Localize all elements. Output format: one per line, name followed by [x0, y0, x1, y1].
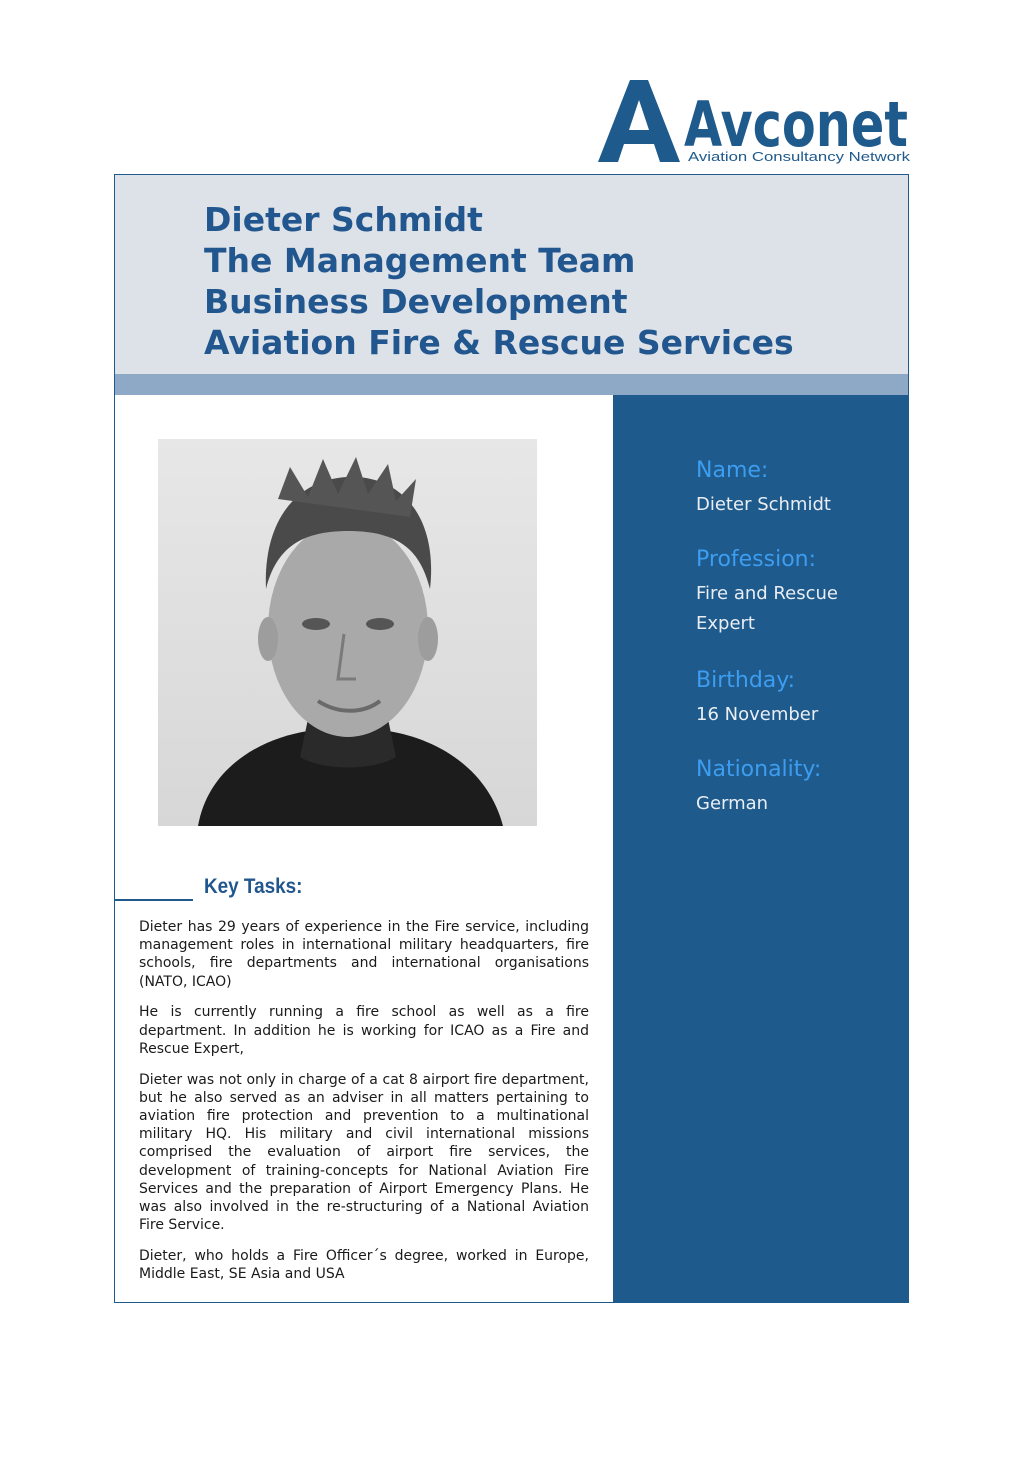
- profile-photo: [158, 439, 537, 826]
- profile-sidebar: [613, 395, 908, 1303]
- key-tasks-rule: [115, 899, 193, 901]
- logo-wordmark: Avconet: [684, 88, 908, 161]
- title-team: The Management Team: [204, 241, 636, 280]
- key-tasks-body: [139, 918, 589, 1296]
- nationality-value: German: [696, 793, 769, 814]
- birthday-value: 16 November: [696, 704, 819, 725]
- name-label: Name:: [696, 458, 769, 483]
- profession-value-line1: Fire and Rescue: [696, 583, 838, 604]
- logo-tagline: Aviation Consultancy Network: [688, 149, 911, 164]
- name-value: Dieter Schmidt: [696, 494, 831, 515]
- title-name: Dieter Schmidt: [204, 200, 483, 239]
- paragraph-career: Dieter was not only in charge of a cat 8 airport fire department, but he also served as an adviser in all matters pertaining to aviation fire protection and prevention to a multinational military HQ. His military and civil international missions comprised the evaluation of airport fire services, the development of training-concepts for National Aviation Fire Services and the preparation of Airport Emergency Plans. He was also involved in the re-structuring of a National Aviation Fire Service.: [139, 1071, 589, 1234]
- avconet-logo: [596, 76, 912, 166]
- profession-value-line2: Expert: [696, 613, 755, 634]
- nationality-label: Nationality:: [696, 757, 822, 782]
- profile-card: [114, 174, 909, 1303]
- birthday-label: Birthday:: [696, 668, 796, 693]
- title-department: Business Development: [204, 282, 628, 321]
- title-service: Aviation Fire & Rescue Services: [204, 323, 794, 362]
- paragraph-current-role: He is currently running a fire school as well as a fire department. In addition he is working for ICAO as a Fire and Rescue Expert,: [139, 1004, 589, 1057]
- paragraph-experience: Dieter has 29 years of experience in the Fire service, including management roles in international military headquarters, fire schools, fire departments and international organisations (NATO, ICAO): [139, 919, 589, 990]
- title-header: [115, 175, 908, 374]
- header-divider-stripe: [115, 374, 908, 395]
- key-tasks-heading: Key Tasks:: [204, 875, 303, 898]
- profession-label: Profession:: [696, 547, 817, 572]
- paragraph-qualification: Dieter, who holds a Fire Officer´s degree, worked in Europe, Middle East, SE Asia and USA: [139, 1248, 589, 1283]
